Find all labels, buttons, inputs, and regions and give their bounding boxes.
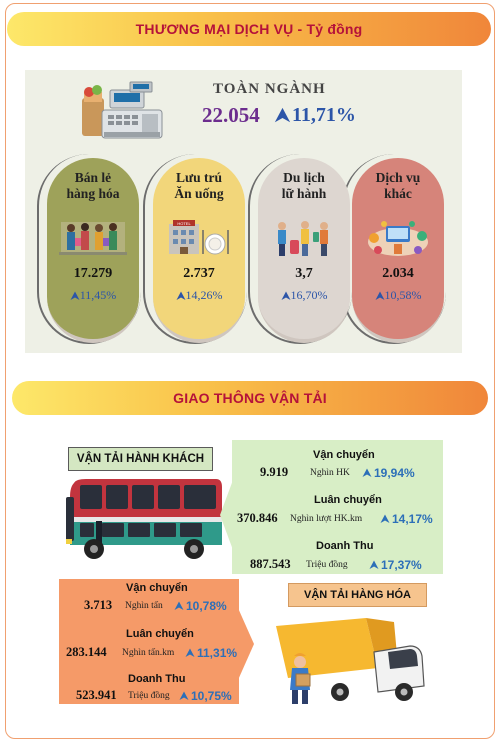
growth-arrow-icon (174, 601, 184, 611)
passenger-row-heading: Vận chuyển (313, 449, 375, 461)
total-value: 22.054 (202, 103, 260, 127)
category-other-services (352, 158, 444, 343)
category-label-line2: khác (384, 186, 412, 201)
cargo-row-growth-value: 11,31% (197, 646, 238, 660)
category-value: 3,7 (295, 266, 313, 281)
passenger-row-value: 370.846 (237, 511, 278, 525)
category-label-line2: lữ hành (281, 186, 327, 201)
category-label (258, 170, 350, 202)
category-value: 17.279 (73, 266, 113, 281)
cargo-transport-label: VẬN TẢI HÀNG HÓA (288, 583, 427, 607)
cash-register-icon (80, 80, 172, 142)
passenger-row-growth-value: 19,94% (374, 466, 415, 480)
category-label-line1: Du lịch (283, 170, 325, 185)
category-growth-value: 16,70% (290, 288, 328, 302)
cargo-row-heading: Vận chuyển (126, 582, 188, 594)
cargo-row-value: 3.713 (84, 598, 113, 612)
passenger-row-unit: Nghìn HK (310, 468, 350, 478)
svg-text:HOTEL: HOTEL (177, 221, 191, 226)
category-lodging (153, 158, 245, 343)
passenger-row-heading: Luân chuyển (314, 494, 382, 506)
cargo-row-unit: Nghìn tấn.km (122, 648, 175, 658)
cargo-row-unit: Nghìn tấn (125, 601, 163, 611)
category-travel (258, 158, 350, 343)
cargo-row-heading: Luân chuyển (126, 628, 194, 640)
category-label-line2: Ăn uống (174, 186, 224, 201)
category-label-line1: Bán lẻ (74, 170, 112, 185)
hotel-dining-icon (165, 218, 233, 258)
category-label-line1: Dịch vụ (375, 170, 421, 185)
category-growth-value: 11,45% (79, 288, 117, 302)
category-label (47, 170, 139, 202)
shoppers-icon (59, 218, 127, 258)
growth-arrow-icon (369, 560, 379, 570)
growth-arrow-icon (281, 291, 291, 301)
passenger-row-growth-value: 14,17% (392, 512, 433, 526)
category-value: 2.737 (183, 266, 215, 281)
cargo-row-growth-value: 10,75% (191, 689, 232, 703)
passenger-row-value: 9.919 (260, 465, 289, 479)
delivery-truck-icon (270, 612, 430, 708)
category-label (153, 170, 245, 202)
cargo-row-growth-value: 10,78% (186, 599, 227, 613)
cargo-row-value: 523.941 (76, 688, 117, 702)
cargo-row-heading: Doanh Thu (128, 673, 186, 685)
transport-section-title: GIAO THÔNG VẬN TẢI (173, 390, 327, 406)
growth-arrow-icon (375, 291, 385, 301)
trade-section-banner (7, 12, 491, 46)
category-growth (352, 288, 444, 303)
passenger-row-unit: Triệu đồng (306, 560, 348, 570)
passenger-row-growth (380, 512, 433, 526)
category-growth-value: 10,58% (384, 288, 422, 302)
growth-arrow-icon (380, 514, 390, 524)
passenger-row-growth (369, 558, 422, 572)
passenger-row-unit: Nghìn lượt HK.km (290, 514, 363, 524)
category-growth (153, 288, 245, 303)
double-decker-bus-icon (66, 477, 226, 565)
category-label (352, 170, 444, 202)
passenger-row-value: 887.543 (250, 557, 291, 571)
category-growth (47, 288, 139, 303)
category-label-line1: Lưu trú (176, 170, 222, 185)
category-growth-value: 14,26% (185, 288, 223, 302)
category-growth (258, 288, 350, 303)
passenger-row-growth-value: 17,37% (381, 558, 422, 572)
travelers-icon (270, 218, 338, 260)
total-label: TOÀN NGÀNH (213, 81, 326, 97)
trade-section-title: THƯƠNG MẠI DỊCH VỤ - Tỷ đồng (135, 21, 363, 37)
category-value: 2.034 (382, 266, 414, 281)
cargo-row-growth (174, 599, 227, 613)
total-growth (274, 104, 356, 127)
growth-arrow-icon (176, 291, 186, 301)
passenger-row-growth (362, 466, 415, 480)
passenger-transport-label: VẬN TẢI HÀNH KHÁCH (68, 447, 213, 471)
growth-arrow-icon (362, 468, 372, 478)
cargo-row-value: 283.144 (66, 645, 107, 659)
cargo-row-unit: Triệu đồng (128, 691, 170, 701)
services-icon (364, 218, 432, 258)
growth-arrow-icon (179, 691, 189, 701)
cargo-row-growth (185, 646, 237, 660)
growth-arrow-icon (70, 291, 80, 301)
cargo-row-growth (179, 689, 232, 703)
category-label-line2: hàng hóa (66, 186, 120, 201)
growth-arrow-icon (185, 648, 195, 658)
growth-arrow-icon (274, 107, 291, 124)
passenger-row-heading: Doanh Thu (316, 540, 374, 552)
total-growth-value: 11,71% (292, 104, 356, 126)
transport-section-banner (12, 381, 488, 415)
cargo-panel-pointer (238, 608, 254, 680)
category-retail (47, 158, 139, 343)
